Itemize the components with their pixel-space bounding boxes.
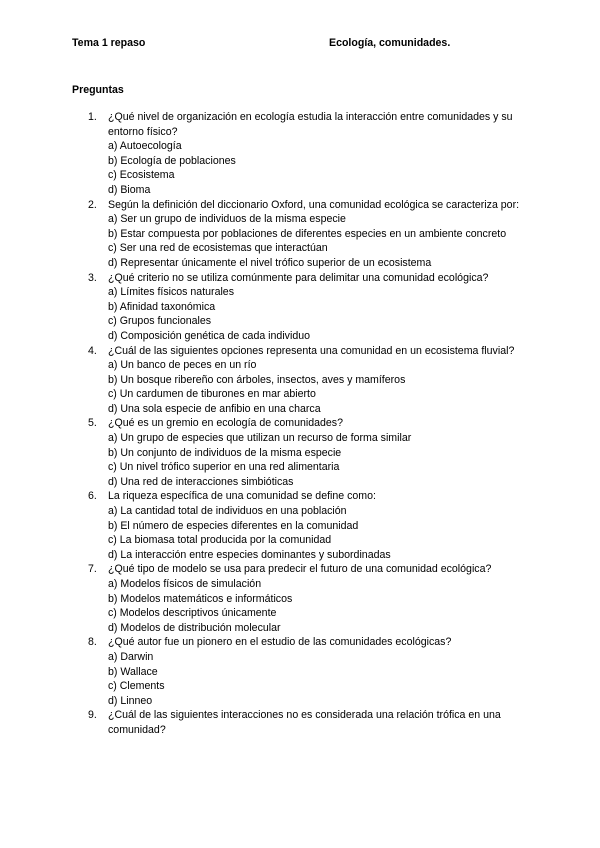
option-c: c) Ecosistema [108, 169, 175, 182]
option-a: a) Un banco de peces en un río [108, 359, 257, 372]
question-number: 7. [88, 563, 97, 576]
question-8 [88, 635, 522, 708]
question-9 [88, 708, 522, 737]
option-d: d) Linneo [108, 694, 153, 707]
question-1 [88, 110, 522, 198]
option-list [108, 285, 522, 343]
option-d: d) La interacción entre especies dominantes y subordinadas [108, 548, 391, 561]
option-c: c) Un nivel trófico superior en una red alimentaria [108, 461, 340, 474]
question-6 [88, 489, 522, 562]
question-7 [88, 562, 522, 635]
header-topic: Tema 1 repaso [72, 37, 146, 49]
option-list [108, 212, 522, 270]
option-a: a) La cantidad total de individuos en una población [108, 505, 347, 518]
option-a: a) Autoecología [108, 140, 182, 153]
question-text: ¿Cuál de las siguientes interacciones no es considerada una relación trófica en una comunidad? [108, 709, 501, 736]
option-c: c) Un cardumen de tiburones en mar abierto [108, 388, 316, 401]
option-list [108, 650, 522, 708]
option-list [108, 139, 522, 197]
option-b: b) Ecología de poblaciones [108, 154, 236, 167]
option-b: b) Un bosque ribereño con árboles, insectos, aves y mamíferos [108, 373, 406, 386]
question-number: 2. [88, 198, 97, 211]
option-a: a) Un grupo de especies que utilizan un recurso de forma similar [108, 432, 412, 445]
option-c: c) La biomasa total producida por la comunidad [108, 534, 332, 547]
question-text: ¿Cuál de las siguientes opciones representa una comunidad en un ecosistema fluvial? [108, 344, 515, 357]
question-text: ¿Qué autor fue un pionero en el estudio de las comunidades ecológicas? [108, 636, 452, 649]
question-text: ¿Qué tipo de modelo se usa para predecir el futuro de una comunidad ecológica? [108, 563, 492, 576]
option-d: d) Bioma [108, 183, 151, 196]
option-d: d) Una red de interacciones simbióticas [108, 475, 294, 488]
option-a: a) Límites físicos naturales [108, 286, 234, 299]
option-d: d) Una sola especie de anfibio en una charca [108, 402, 321, 415]
question-text: ¿Qué nivel de organización en ecología estudia la interacción entre comunidades y su entorno físico? [108, 111, 513, 138]
option-b: b) Estar compuesta por poblaciones de diferentes especies en un ambiente concreto [108, 227, 507, 240]
question-number: 4. [88, 344, 97, 357]
question-number: 8. [88, 636, 97, 649]
section-title: Preguntas [72, 84, 124, 96]
option-b: b) Wallace [108, 665, 158, 678]
option-d: d) Modelos de distribución molecular [108, 621, 281, 634]
header-subject: Ecología, comunidades. [329, 37, 451, 49]
question-text: ¿Qué es un gremio en ecología de comunidades? [108, 417, 343, 430]
option-c: c) Grupos funcionales [108, 315, 212, 328]
question-3 [88, 271, 522, 344]
question-number: 1. [88, 111, 97, 123]
question-5 [88, 416, 522, 489]
question-number: 6. [88, 490, 97, 503]
question-number: 9. [88, 709, 97, 722]
option-c: c) Ser una red de ecosistemas que interactúan [108, 242, 328, 255]
question-text: Según la definición del diccionario Oxford, una comunidad ecológica se caracteriza por: [108, 198, 520, 211]
option-a: a) Darwin [108, 650, 154, 663]
option-a: a) Ser un grupo de individuos de la misma especie [108, 213, 346, 226]
option-c: c) Clements [108, 680, 165, 693]
question-text: ¿Qué criterio no se utiliza comúnmente para delimitar una comunidad ecológica? [108, 271, 489, 284]
option-list [108, 504, 522, 562]
option-c: c) Modelos descriptivos únicamente [108, 607, 277, 620]
option-list [108, 431, 522, 489]
option-list [108, 358, 522, 416]
question-text: La riqueza específica de una comunidad se define como: [108, 490, 376, 503]
question-4 [88, 344, 522, 417]
option-d: d) Representar únicamente el nivel trófico superior de un ecosistema [108, 256, 432, 269]
question-list [88, 110, 522, 738]
option-a: a) Modelos físicos de simulación [108, 578, 262, 590]
option-b: b) Modelos matemáticos e informáticos [108, 592, 293, 605]
option-b: b) Un conjunto de individuos de la misma especie [108, 446, 342, 459]
option-b: b) Afinidad taxonómica [108, 300, 216, 313]
question-number: 5. [88, 417, 97, 430]
option-list [108, 577, 522, 635]
option-b: b) El número de especies diferentes en la comunidad [108, 519, 359, 532]
question-2 [88, 198, 522, 271]
option-d: d) Composición genética de cada individuo [108, 329, 310, 342]
question-number: 3. [88, 271, 97, 284]
